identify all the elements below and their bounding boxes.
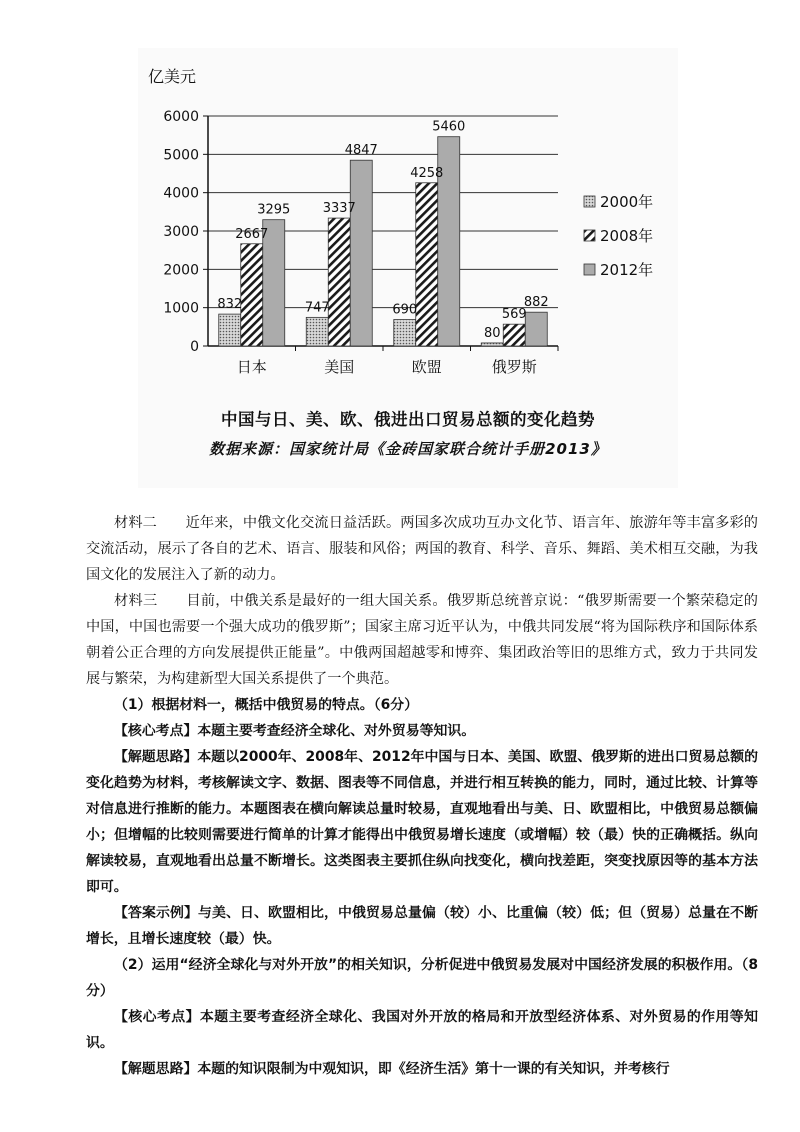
bar-value-label: 5460 [432,119,466,135]
legend-label: 2012年 [600,261,654,279]
y-tick-label: 4000 [163,185,199,202]
bar-2000年 [481,343,503,346]
legend-label: 2008年 [600,227,654,245]
bar-2000年 [394,320,416,346]
bar-value-label: 4258 [410,165,444,181]
legend-swatch [584,230,595,241]
x-category-label: 美国 [324,358,355,376]
y-tick-label: 6000 [163,109,199,125]
bar-value-label: 690 [392,302,418,318]
y-tick-label: 5000 [163,147,199,164]
bar-2012年 [525,312,547,346]
body-text [86,510,758,1082]
q2-approach: 【解题思路】本题的知识限制为中观知识，即《经济生活》第十一课的有关知识，并考核行 [114,1061,670,1077]
question-2: （2）运用“经济全球化与对外开放”的相关知识，分析促进中俄贸易发展对中国经济发展的积极作用。（8分） [86,957,758,999]
bar-2008年 [503,324,525,346]
chart-title: 中国与日、美、欧、俄进出口贸易总额的变化趋势 [221,410,595,429]
bar-value-label: 882 [523,295,549,311]
bar-value-label: 747 [304,300,330,316]
y-tick-label: 1000 [163,300,199,317]
bar-value-label: 3295 [257,202,291,218]
question-1: （1）根据材料一，概括中俄贸易的特点。（6分） [114,697,419,713]
x-category-label: 日本 [236,358,267,376]
bar-2008年 [328,218,350,346]
material-2: 材料二 近年来，中俄文化交流日益活跃。两国多次成功互办文化节、语言年、旅游年等丰富多彩的交流活动，展示了各自的艺术、语言、服装和风俗；两国的教育、科学、音乐、舞蹈、美术相互交融，为我国文化的发展注入了新的动力。 [86,515,758,583]
y-axis-unit-label: 亿美元 [148,67,197,86]
y-tick-label: 3000 [163,224,199,240]
bar-2000年 [306,317,328,346]
chart-figure [138,48,678,488]
legend-swatch [584,264,595,275]
legend-label: 2000年 [600,193,654,211]
q1-approach: 【解题思路】本题以2000年、2008年、2012年中国与日本、美国、欧盟、俄罗斯的进出口贸易总额的变化趋势为材料，考核解读文字、数据、图表等不同信息，并进行相互转换的能力，同时，通过比较、计算等对信息进行推断的能力。本题图表在横向解读总量时较易，直观地看出与美、日、欧盟相比，中俄贸易总额偏小；但增幅的比较则需要进行简单的计算才能得出中俄贸易增长速度（或增幅）较（最）快的正确概括。纵向解读较易，直观地看出总量不断增长。这类图表主要抓住纵向找变化，横向找差距，突变找原因等的基本方法即可。 [86,749,758,895]
bar-2008年 [241,244,263,346]
chart-source: 数据来源：国家统计局《金砖国家联合统计手册2013》 [209,440,607,458]
material-3: 材料三 目前，中俄关系是最好的一组大国关系。俄罗斯总统普京说：“俄罗斯需要一个繁荣稳定的中国，中国也需要一个强大成功的俄罗斯”；国家主席习近平认为，中俄共同发展“将为国际秩序和国际体系朝着公正合理的方向发展提供正能量”。中俄两国超越零和博弈、集团政治等旧的思维方式，致力于共同发展与繁荣，为构建新型大国关系提供了一个典范。 [86,593,758,687]
q1-answer: 【答案示例】与美、日、欧盟相比，中俄贸易总量偏（较）小、比重偏（较）低；但（贸易）总量在不断增长，且增长速度较（最）快。 [86,905,758,947]
bar-2008年 [416,183,438,346]
bar-value-label: 569 [501,307,527,323]
legend-swatch [584,196,595,207]
y-tick-label: 2000 [163,262,199,279]
x-category-label: 俄罗斯 [491,358,537,376]
bar-value-label: 4847 [344,143,378,159]
bar-value-label: 80 [483,325,501,341]
q2-core-point: 【核心考点】本题主要考查经济全球化、我国对外开放的格局和开放型经济体系、对外贸易的作用等知识。 [86,1009,758,1051]
x-category-label: 欧盟 [411,358,442,376]
bar-2000年 [219,314,241,346]
bar-value-label: 832 [217,297,243,313]
bar-value-label: 3337 [322,201,356,217]
q1-core-point: 【核心考点】本题主要考查经济全球化、对外贸易等知识。 [114,723,476,739]
bar-value-label: 2667 [235,226,269,242]
bar-2012年 [350,160,372,346]
bar-chart [138,48,678,398]
y-tick-label: 0 [190,339,199,355]
